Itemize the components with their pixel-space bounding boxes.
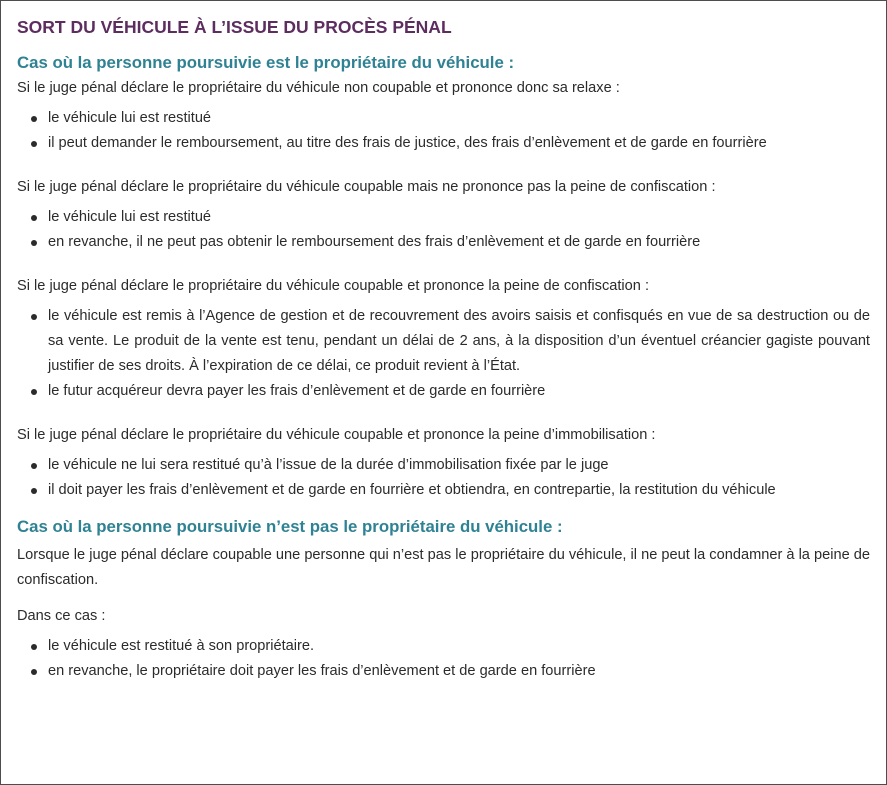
list-item: il peut demander le remboursement, au titre des frais de justice, des frais d’enlèvement et de garde en fourrière [17, 131, 870, 156]
case-list-guilty-no-confiscation [17, 205, 870, 255]
case-intro-acquittal: Si le juge pénal déclare le propriétaire du véhicule non coupable et prononce donc sa relaxe : [17, 80, 620, 96]
section-heading-non-owner: Cas où la personne poursuivie n’est pas le propriétaire du véhicule : [17, 517, 563, 536]
list-item: le véhicule lui est restitué [17, 106, 870, 131]
list-item: le futur acquéreur devra payer les frais d’enlèvement et de garde en fourrière [17, 379, 870, 404]
non-owner-intro: Dans ce cas : [17, 608, 106, 624]
list-item: le véhicule lui est restitué [17, 205, 870, 230]
case-list-acquittal [17, 106, 870, 156]
non-owner-paragraph: Lorsque le juge pénal déclare coupable une personne qui n’est pas le propriétaire du véhicule, il ne peut la condamner à la peine de confiscation. [17, 547, 870, 588]
list-item: en revanche, il ne peut pas obtenir le remboursement des frais d’enlèvement et de garde en fourrière [17, 230, 870, 255]
case-intro-guilty-immobilisation: Si le juge pénal déclare le propriétaire du véhicule coupable et prononce la peine d’immobilisation : [17, 427, 656, 443]
list-item: le véhicule ne lui sera restitué qu’à l’issue de la durée d’immobilisation fixée par le juge [17, 453, 870, 478]
list-item: en revanche, le propriétaire doit payer les frais d’enlèvement et de garde en fourrière [17, 659, 870, 684]
section-heading-owner: Cas où la personne poursuivie est le propriétaire du véhicule : [17, 53, 515, 72]
case-intro-guilty-confiscation: Si le juge pénal déclare le propriétaire du véhicule coupable et prononce la peine de confiscation : [17, 278, 650, 294]
spacer [17, 255, 870, 274]
page-title: SORT DU VÉHICULE À L’ISSUE DU PROCÈS PÉNAL [17, 17, 452, 37]
list-item: il doit payer les frais d’enlèvement et de garde en fourrière et obtiendra, en contrepartie, la restitution du véhicule [17, 478, 870, 503]
spacer [17, 503, 870, 514]
case-intro-guilty-no-confiscation: Si le juge pénal déclare le propriétaire du véhicule coupable mais ne prononce pas la peine de confiscation : [17, 179, 716, 195]
non-owner-list [17, 634, 870, 684]
list-item: le véhicule est remis à l’Agence de gestion et de recouvrement des avoirs saisis et confisqués en vue de sa destruction ou de sa vente. Le produit de la vente est tenu, pendant un délai de 2 ans, à la disposition d’un éventuel créancier gagiste pouvant justifier de ses droits. À l’expiration de ce délai, ce produit revient à l’État. [17, 304, 870, 379]
case-list-guilty-confiscation [17, 304, 870, 404]
spacer [17, 156, 870, 175]
list-item: le véhicule est restitué à son propriétaire. [17, 634, 870, 659]
spacer [17, 404, 870, 423]
spacer [17, 593, 870, 604]
case-list-guilty-immobilisation [17, 453, 870, 503]
